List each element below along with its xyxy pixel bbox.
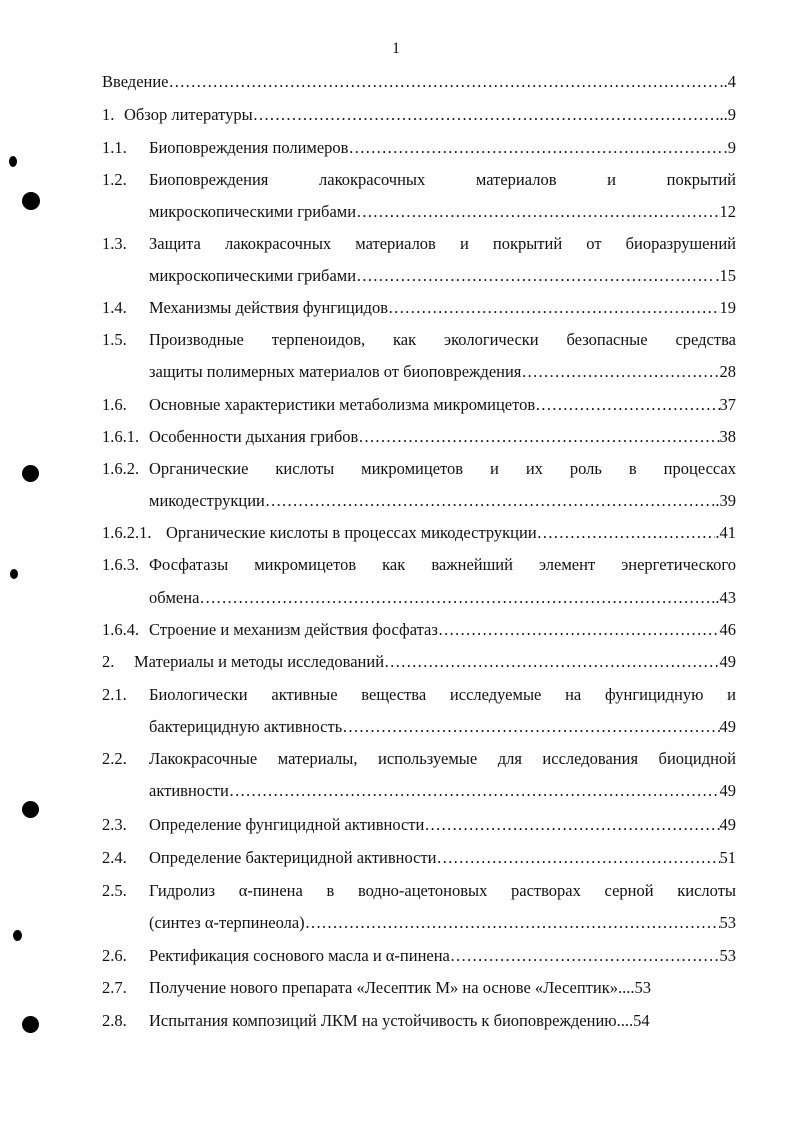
toc-page: 46: [719, 620, 736, 639]
toc-title-line1: Защита лакокрасочных материалов и покрытий от биоразрушений: [149, 234, 736, 253]
toc-entry-2-3[interactable]: [102, 813, 736, 837]
toc-entry-2-2[interactable]: [102, 747, 736, 771]
toc-page: .9: [723, 138, 736, 157]
toc-page: ..39: [711, 491, 736, 510]
toc-page: 53: [719, 946, 736, 965]
toc-number: 1.3.: [102, 234, 127, 253]
toc-entry-1-6-2[interactable]: [102, 457, 736, 481]
toc-title: Механизмы действия фунгицидов: [149, 298, 388, 317]
toc-page: 38: [719, 427, 736, 446]
toc-title-line2: защиты полимерных материалов от биоповреждения: [149, 362, 522, 381]
toc-entry-1-6[interactable]: [102, 393, 736, 417]
toc-number: 1.6.2.1.: [102, 523, 152, 542]
toc-title-line2: микроскопическими грибами: [149, 266, 357, 285]
toc-page: .15: [715, 266, 736, 285]
toc-number: 2.2.: [102, 749, 127, 768]
toc-title: Введение: [102, 72, 169, 91]
toc-title: Строение и механизм действия фосфатаз: [149, 620, 438, 639]
toc-page: .41: [715, 523, 736, 542]
toc-title: Испытания композиций ЛКМ на устойчивость к биоповреждению: [149, 1011, 617, 1030]
toc-number: 1.1.: [102, 138, 127, 157]
toc-entry-1-5[interactable]: [102, 328, 736, 352]
toc-title-line1: Органические кислоты микромицетов и их роль в процессах: [149, 459, 736, 478]
toc-title-line2: бактерицидную активность: [149, 717, 343, 736]
toc-entry-2-6[interactable]: [102, 944, 736, 968]
toc-number: 2.4.: [102, 848, 127, 867]
toc-page: 49: [719, 717, 736, 736]
toc-entry-1-2[interactable]: [102, 168, 736, 192]
toc-page: 19: [719, 298, 736, 317]
toc-number: 2.3.: [102, 815, 127, 834]
toc-number: 2.6.: [102, 946, 127, 965]
toc-number: 1.4.: [102, 298, 127, 317]
toc-page: 49: [719, 815, 736, 834]
toc-title-line2: микодеструкции: [149, 491, 265, 510]
toc-entry-intro[interactable]: [102, 70, 736, 94]
toc-title: Определение бактерицидной активности: [149, 848, 437, 867]
toc-entry-1-6-3-cont[interactable]: [149, 586, 736, 610]
toc-number: 2.: [102, 652, 115, 671]
toc-title-line1: Биоповреждения лакокрасочных материалов и покрытий: [149, 170, 736, 189]
toc-title-line1: Гидролиз α-пинена в водно-ацетоновых растворах серной кислоты: [149, 881, 736, 900]
toc-entry-2-2-cont[interactable]: [149, 779, 736, 803]
binder-hole-mark: [22, 1016, 39, 1033]
toc-number: 1.6.1.: [102, 427, 140, 446]
toc-page: ..4: [719, 72, 736, 91]
toc-entry-1-3-cont[interactable]: [149, 264, 736, 288]
toc-number: 2.1.: [102, 685, 127, 704]
toc-entry-2-5-cont[interactable]: [149, 911, 736, 935]
toc-page: ..9: [719, 105, 736, 124]
toc-entry-1-3[interactable]: [102, 232, 736, 256]
binder-hole-mark: [22, 801, 39, 818]
toc-page: 53: [719, 913, 736, 932]
toc-page: 49: [719, 781, 736, 800]
toc-page: ....54: [616, 1011, 650, 1030]
toc-entry-2-1-cont[interactable]: [149, 715, 736, 739]
toc-entry-1-2-cont[interactable]: [149, 200, 736, 224]
toc-title: Обзор литературы: [124, 105, 253, 124]
toc-entry-1-6-2-cont[interactable]: [149, 489, 736, 513]
toc-title: Определение фунгицидной активности: [149, 815, 425, 834]
toc-number: 1.2.: [102, 170, 127, 189]
toc-title-line1: Фосфатазы микромицетов как важнейший элемент энергетического: [149, 555, 736, 574]
toc-entry-1-5-cont[interactable]: [149, 360, 736, 384]
toc-number: 1.6.3.: [102, 555, 140, 574]
toc-entry-2-7[interactable]: [102, 976, 736, 1000]
toc-title-line1: Производные терпеноидов, как экологически безопасные средства: [149, 330, 736, 349]
binder-hole-mark: [9, 156, 17, 167]
toc-entry-1-6-2-1[interactable]: [102, 521, 736, 545]
toc-page: 12: [719, 202, 736, 221]
toc-entry-1-6-1[interactable]: [102, 425, 736, 449]
toc-number: 1.6.: [102, 395, 127, 414]
toc-title-line1: Лакокрасочные материалы, используемые для исследования биоцидной: [149, 749, 736, 768]
toc-title-line1: Биологически активные вещества исследуемые на фунгицидную и: [149, 685, 736, 704]
toc-number: 2.7.: [102, 978, 127, 997]
binder-hole-mark: [22, 465, 39, 482]
toc-title: Основные характеристики метаболизма микромицетов: [149, 395, 536, 414]
toc-entry-2-8[interactable]: [102, 1009, 736, 1033]
toc-page: ..43: [711, 588, 736, 607]
toc-entry-2-1[interactable]: [102, 683, 736, 707]
toc-title: Материалы и методы исследований: [134, 652, 385, 671]
toc-title-line2: (синтез α-терпинеола): [149, 913, 305, 932]
toc-title: Биоповреждения полимеров: [149, 138, 349, 157]
toc-page: 51: [719, 848, 736, 867]
toc-page: 37: [719, 395, 736, 414]
toc-entry-1-4[interactable]: [102, 296, 736, 320]
binder-hole-mark: [13, 930, 22, 941]
toc-number: 2.5.: [102, 881, 127, 900]
toc-title: Получение нового препарата «Лесептик М» на основе «Лесептик»: [149, 978, 618, 997]
toc-entry-2-5[interactable]: [102, 879, 736, 903]
toc-title-line2: обмена: [149, 588, 200, 607]
toc-title: Органические кислоты в процессах микодеструкции: [166, 523, 537, 542]
toc-title: Ректификация соснового масла и α-пинена: [149, 946, 450, 965]
toc-entry-2-4[interactable]: [102, 846, 736, 870]
toc-entry-1-6-3[interactable]: [102, 553, 736, 577]
toc-number: 1.: [102, 105, 115, 124]
toc-number: 2.8.: [102, 1011, 127, 1030]
binder-hole-mark: [22, 192, 40, 210]
toc-entry-1[interactable]: [102, 103, 736, 127]
toc-page: ....53: [617, 978, 651, 997]
toc-entry-2[interactable]: [102, 650, 736, 674]
toc-page: 49: [719, 652, 736, 671]
toc-title-line2: микроскопическими грибами: [149, 202, 357, 221]
toc-title-line2: активности: [149, 781, 229, 800]
binder-hole-mark: [10, 569, 18, 579]
toc-title: Особенности дыхания грибов: [149, 427, 359, 446]
page-number: 1: [392, 40, 400, 57]
toc-number: 1.5.: [102, 330, 127, 349]
toc-page: 28: [719, 362, 736, 381]
toc-entry-1-6-4[interactable]: [102, 618, 736, 642]
toc-entry-1-1[interactable]: [102, 136, 736, 160]
toc-number: 1.6.2.: [102, 459, 140, 478]
toc-number: 1.6.4.: [102, 620, 140, 639]
